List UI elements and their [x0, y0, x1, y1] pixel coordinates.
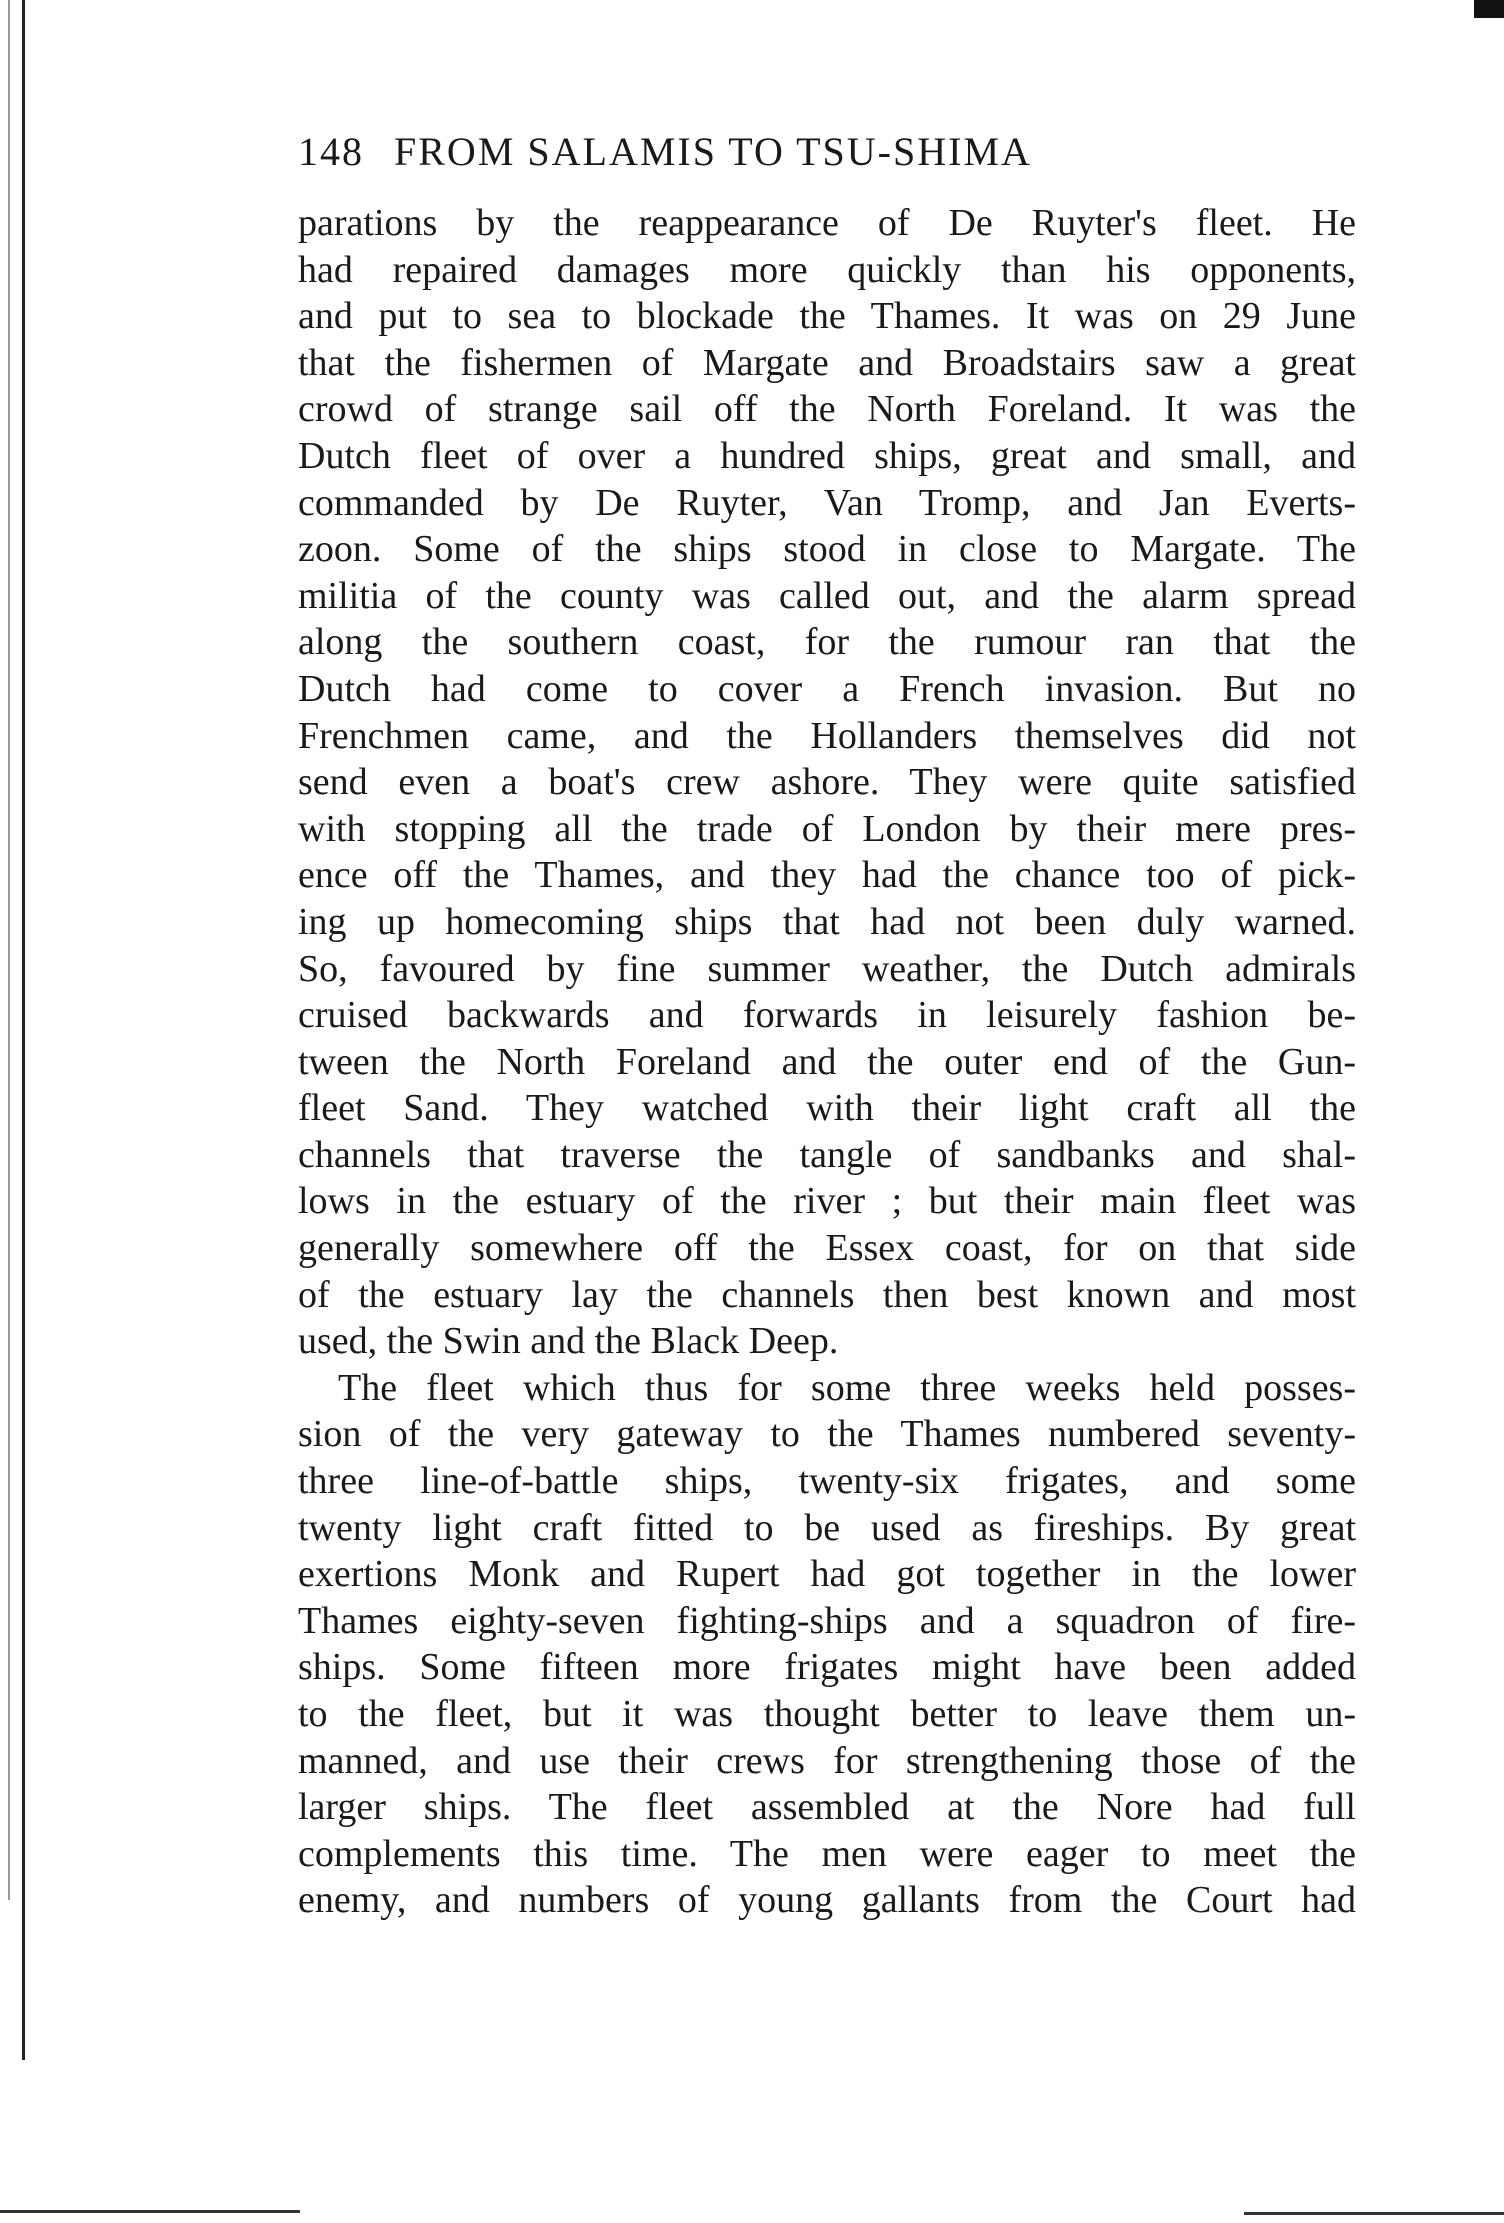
text-line: lows in the estuary of the river ; but their main fleet was — [298, 1180, 1356, 1223]
body-text — [298, 200, 1356, 1924]
text-line: larger ships. The fleet assembled at the Nore had full — [298, 1786, 1356, 1829]
text-line: sion of the very gateway to the Thames numbered seventy- — [298, 1413, 1356, 1456]
text-line: ships. Some fifteen more frigates might have been added — [298, 1646, 1356, 1689]
text-line: exertions Monk and Rupert had got together in the lower — [298, 1553, 1356, 1596]
text-line: send even a boat's crew ashore. They were quite satisfied — [298, 761, 1356, 804]
page-binding-edge — [22, 0, 25, 2060]
running-title: FROM SALAMIS TO TSU-SHIMA — [394, 129, 1032, 174]
text-line: Thames eighty-seven fighting-ships and a squadron of fire- — [298, 1599, 1356, 1642]
text-line: twenty light craft fitted to be used as fireships. By great — [298, 1506, 1356, 1549]
text-line: had repaired damages more quickly than his opponents, — [298, 248, 1356, 291]
text-line: that the fishermen of Margate and Broadstairs saw a great — [298, 341, 1356, 384]
text-line: tween the North Foreland and the outer end of the Gun- — [298, 1040, 1356, 1083]
text-line: Dutch fleet of over a hundred ships, great and small, and — [298, 434, 1356, 477]
text-line: Frenchmen came, and the Hollanders themselves did not — [298, 714, 1356, 757]
text-line: commanded by De Ruyter, Van Tromp, and Jan Everts- — [298, 481, 1356, 524]
text-line: zoon. Some of the ships stood in close to Margate. The — [298, 528, 1356, 571]
text-line: manned, and use their crews for strengthening those of the — [298, 1739, 1356, 1782]
text-line: militia of the county was called out, and the alarm spread — [298, 574, 1356, 617]
scan-bottom-edge — [0, 2210, 300, 2213]
text-line: generally somewhere off the Essex coast, for on that side — [298, 1227, 1356, 1270]
text-line: ence off the Thames, and they had the chance too of pick- — [298, 854, 1356, 897]
text-line: with stopping all the trade of London by their mere pres- — [298, 807, 1356, 850]
scan-bottom-edge-right — [1244, 2212, 1504, 2215]
text-line: cruised backwards and forwards in leisurely fashion be- — [298, 994, 1356, 1037]
text-line: enemy, and numbers of young gallants from the Court had — [298, 1879, 1356, 1922]
text-line: crowd of strange sail off the North Foreland. It was the — [298, 388, 1356, 431]
text-line: along the southern coast, for the rumour ran that the — [298, 621, 1356, 664]
running-header — [298, 128, 1358, 175]
text-line: of the estuary lay the channels then best known and most — [298, 1273, 1356, 1316]
text-line: and put to sea to blockade the Thames. It was on 29 June — [298, 295, 1356, 338]
text-line: ing up homecoming ships that had not been duly warned. — [298, 900, 1356, 943]
text-line: The fleet which thus for some three weeks held posses- — [338, 1366, 1356, 1409]
text-line: to the fleet, but it was thought better to leave them un- — [298, 1693, 1356, 1735]
text-line: fleet Sand. They watched with their light craft all the — [298, 1087, 1356, 1130]
text-line: parations by the reappearance of De Ruyter's fleet. He — [298, 202, 1356, 244]
text-line: Dutch had come to cover a French invasion. But no — [298, 667, 1356, 710]
text-line: So, favoured by fine summer weather, the Dutch admirals — [298, 947, 1356, 990]
text-line: used, the Swin and the Black Deep. — [298, 1320, 839, 1363]
scan-corner-mark — [1474, 0, 1504, 18]
scan-edge — [8, 0, 10, 1900]
text-line: three line-of-battle ships, twenty-six frigates, and some — [298, 1460, 1356, 1503]
page-number: 148 — [298, 129, 364, 174]
text-line: channels that traverse the tangle of sandbanks and shal- — [298, 1133, 1356, 1176]
text-line: complements this time. The men were eager to meet the — [298, 1832, 1356, 1875]
